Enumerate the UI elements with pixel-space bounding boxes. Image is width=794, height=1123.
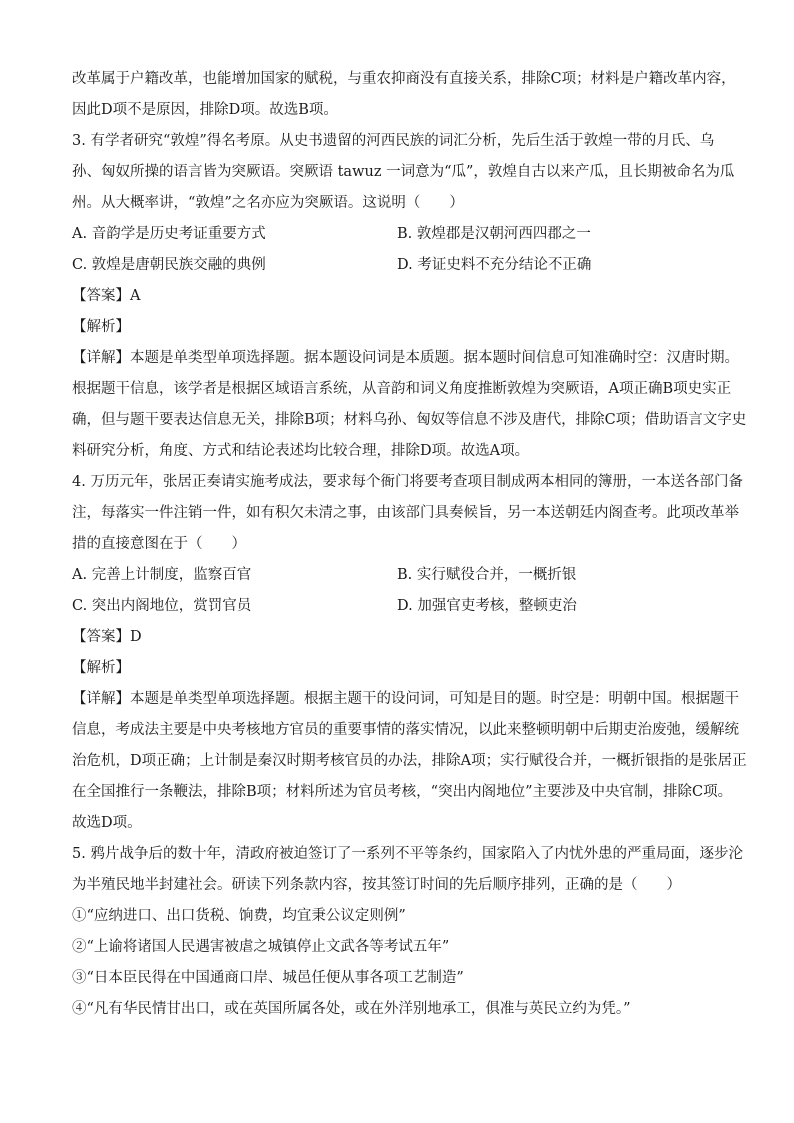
question-4 (72, 467, 747, 839)
q3-options-row (72, 250, 732, 281)
q5-item-4: ④“凡有华民情甘出口，或在英国所属各处，或在外洋别地承工，俱准与英民立约为凭。” (72, 1001, 631, 1017)
q3-analysis-label: 【解析】 (72, 319, 130, 335)
q3-answer: 【答案】A (72, 288, 141, 304)
q3-stem-line: 孙、匈奴所操的语言皆为突厥语。突厥语 tawuz 一词意为“瓜”，敦煌自古以来产瓜，且长期被命名为瓜 (72, 164, 735, 180)
q3-options-row (72, 219, 732, 250)
q4-stem-line: 4. 万历元年，张居正奏请实施考成法，要求每个衙门将要考查项目制成两本相同的簿册，一本送各部门备 (72, 474, 743, 490)
q4-options-row (72, 591, 732, 622)
q4-detail-line: 治危机，D项正确；上计制是秦汉时期考核官员的办法，排除A项；实行赋役合并，一概折银指的是张居正 (72, 753, 747, 769)
q3-detail-line: 根据题干信息，该学者是根据区域语言系统，从音韵和词义角度推断敦煌为突厥语，A项正确B项史实正 (72, 381, 732, 397)
question-5 (72, 839, 743, 1025)
q3-detail-line: 【详解】本题是单类型单项选择题。据本题设问词是本质题。据本题时间信息可知准确时空：汉唐时期。 (72, 350, 739, 366)
q4-detail-line: 【详解】本题是单类型单项选择题。根据主题干的设问词，可知是目的题。时空是：明朝中国。根据题干 (72, 691, 739, 707)
q4-option-a: A. 完善上计制度，监察百官 (72, 567, 252, 583)
q4-option-b: B. 实行赋役合并，一概折银 (397, 567, 577, 583)
q5-item-2: ②“上谕将诸国人民遇害被虐之城镇停止文武各等考试五年” (72, 939, 450, 955)
q4-option-c: C. 突出内阁地位，赏罚官员 (72, 598, 252, 614)
prev-analysis-line: 改革属于户籍改革，也能增加国家的赋税，与重农抑商没有直接关系，排除C项；材料是户籍改革内容， (72, 71, 736, 87)
q4-detail-line: 信息，考成法主要是中央考核地方官员的重要事情的落实情况，以此来整顿明朝中后期吏治废弛，缓解统 (72, 722, 739, 738)
question-3 (72, 126, 747, 467)
q3-option-b: B. 敦煌郡是汉朝河西四郡之一 (397, 226, 591, 242)
q4-detail-line: 故选D项。 (72, 815, 142, 831)
q3-stem-line: 州。从大概率讲，“敦煌”之名亦应为突厥语。这说明（ ） (72, 195, 464, 211)
q3-option-d: D. 考证史料不充分结论不正确 (397, 257, 592, 273)
q5-stem-line: 为半殖民地半封建社会。研读下列条款内容，按其签订时间的先后顺序排列，正确的是（ ） (72, 877, 681, 893)
q4-stem-line: 措的直接意图在于（ ） (72, 536, 246, 552)
q4-option-d: D. 加强官吏考核，整顿吏治 (397, 598, 577, 614)
q3-option-c: C. 敦煌是唐朝民族交融的典例 (72, 257, 266, 273)
q4-analysis-label: 【解析】 (72, 660, 130, 676)
q5-item-1: ①“应纳进口、出口货税、饷费，均宜秉公议定则例” (72, 908, 406, 924)
prev-analysis-line: 因此D项不是原因，排除D项。故选B项。 (72, 102, 338, 118)
page-content (72, 64, 747, 1025)
q3-stem-line: 3. 有学者研究“敦煌”得名考原。从史书遗留的河西民族的词汇分析，先后生活于敦煌一带的月氏、乌 (72, 133, 715, 149)
q4-detail-line: 在全国推行一条鞭法，排除B项；材料所述为官员考核，“突出内阁地位”主要涉及中央官制，排除C项。 (72, 784, 733, 800)
q3-detail-line: 确，但与题干要表达信息无关，排除B项；材料乌孙、匈奴等信息不涉及唐代，排除C项；借助语言文字史 (72, 412, 747, 428)
q3-detail-line: 料研究分析，角度、方式和结论表述均比较合理，排除D项。故选A项。 (72, 443, 530, 459)
q4-answer: 【答案】D (72, 629, 142, 645)
q5-stem-line: 5. 鸦片战争后的数十年，清政府被迫签订了一系列不平等条约，国家陷入了内忧外患的严重局面，逐步沦 (72, 846, 743, 862)
q3-option-a: A. 音韵学是历史考证重要方式 (72, 226, 266, 242)
q5-item-3: ③“日本臣民得在中国通商口岸、城邑任便从事各项工艺制造” (72, 970, 464, 986)
q4-stem-line: 注，每落实一件注销一件，如有积欠未清之事，由该部门具奏候旨，另一本送朝廷内阁查考。此项改革举 (72, 505, 739, 521)
q4-options-row (72, 560, 732, 591)
